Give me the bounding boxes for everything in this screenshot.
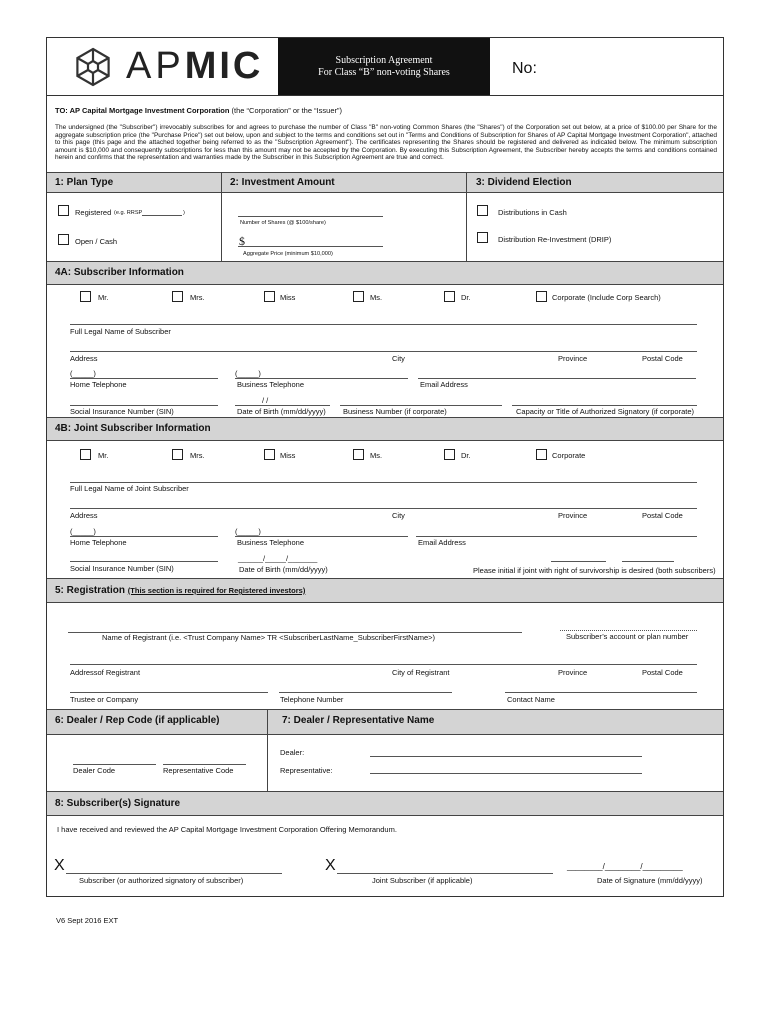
- 4b-initial-2-field[interactable]: [622, 561, 674, 562]
- 4b-mr-checkbox[interactable]: [80, 449, 91, 460]
- intro-paragraph: The undersigned (the "Subscriber") irrevocably subscribes for and agrees to purchase the number of Class "B" non-voting Common Shares (the "Shares") of the Corporation set out below, at a price of $100.00 per Share for the aggregate subscription price (the "Purchase Price") set out below, upon and subject to the terms and conditions set out in "Terms and Conditions of Subscription for Shares of AP Capital Mortgage Investment Corporation", attached to this page (this page and the attached together being referred to as the "Subscription Agreement"). The certificates representing the Shares should be registered and delivered as indicated below. The minimum subscription amount is $10,000 and consequently subscriptions for less than this amount may not be accepted by the Corporation. By executing this Subscription Agreement, the Subscriber hereby accepts the terms and conditions contained herein and confirms that the representation and warranties made by the Subscriber in this Subscription Agreement are true and correct.: [55, 124, 717, 162]
- section-4b-header: [47, 417, 723, 441]
- section-5-subtitle: (This section is required for Registered investors): [127, 586, 306, 595]
- 4b-initial-label: Please initial if joint with right of survivorship is desired (both subscribers): [473, 566, 716, 575]
- 4b-home-tel-field[interactable]: [70, 536, 218, 537]
- section-4b-title: 4B: Joint Subscriber Information: [55, 423, 211, 434]
- section-8-title: 8: Subscriber(s) Signature: [55, 798, 181, 809]
- dealer-code-label: Dealer Code: [73, 766, 116, 775]
- 4b-mrs-checkbox[interactable]: [172, 449, 183, 460]
- registrant-name-label: Name of Registrant (i.e. <Trust Company Name> TR <SubscriberLastName_SubscriberFirstName>): [102, 633, 436, 642]
- 4a-email-label: Email Address: [420, 380, 468, 389]
- dealer-label: Dealer:: [280, 748, 305, 757]
- registrant-postal-label: Postal Code: [642, 668, 683, 677]
- 4b-dob-label: Date of Birth (mm/dd/yyyy): [239, 565, 328, 574]
- registrant-address-field[interactable]: [70, 664, 697, 665]
- registrant-telephone-label: Telephone Number: [280, 695, 344, 704]
- 4a-dob-label: Date of Birth (mm/dd/yyyy): [237, 407, 326, 416]
- 4b-address-label: Address: [70, 511, 98, 520]
- registrant-telephone-field[interactable]: [279, 692, 452, 693]
- account-number-field[interactable]: [560, 630, 697, 631]
- registered-close: ): [183, 210, 185, 216]
- distributions-cash-label: Distributions in Cash: [498, 208, 567, 217]
- account-number-label: Subscriber’s account or plan number: [566, 632, 689, 641]
- 4b-email-field[interactable]: [416, 536, 697, 537]
- registered-checkbox[interactable]: [58, 205, 69, 216]
- section-1-3-header: [47, 172, 723, 193]
- 4a-business-paren: (_____): [235, 369, 261, 378]
- to-rest: (the “Corporation” or the “Issuer”): [229, 106, 343, 115]
- to-bold: TO: AP Capital Mortgage Investment Corporation: [55, 106, 230, 115]
- title-line-2: For Class “B” non-voting Shares: [318, 67, 450, 78]
- 4a-business-number-field[interactable]: [340, 405, 502, 406]
- 4a-business-tel-label: Business Telephone: [237, 380, 304, 389]
- trustee-field[interactable]: [70, 692, 268, 693]
- contact-name-field[interactable]: [505, 692, 697, 693]
- dividend-election-title: 3: Dividend Election: [476, 177, 572, 188]
- dealer-code-field[interactable]: [73, 764, 156, 765]
- rep-code-label: Representative Code: [163, 766, 234, 775]
- 4a-miss-label: Miss: [280, 293, 296, 302]
- 4b-miss-checkbox[interactable]: [264, 449, 275, 460]
- registrant-address-label: Addressof Registrant: [70, 668, 141, 677]
- 4b-email-label: Email Address: [418, 538, 466, 547]
- joint-signature-field[interactable]: [337, 873, 553, 874]
- logo-prefix: AP: [126, 45, 185, 87]
- header-divider: [47, 95, 723, 96]
- open-cash-label: Open / Cash: [75, 237, 118, 246]
- contact-name-label: Contact Name: [507, 695, 555, 704]
- 4a-mrs-checkbox[interactable]: [172, 291, 183, 302]
- dollar-sign: $: [239, 234, 245, 248]
- title-block: [278, 38, 490, 95]
- 4b-sin-field[interactable]: [70, 561, 218, 562]
- 4b-postal-label: Postal Code: [642, 511, 683, 520]
- 4a-mr-checkbox[interactable]: [80, 291, 91, 302]
- registered-type-field[interactable]: [142, 215, 182, 216]
- 4b-business-tel-field[interactable]: [235, 536, 408, 537]
- 4b-dr-label: Dr.: [461, 451, 471, 460]
- 4a-home-paren: (_____): [70, 369, 96, 378]
- section-8-header: [47, 791, 723, 816]
- section-4a-title: 4A: Subscriber Information: [55, 267, 184, 278]
- open-cash-checkbox[interactable]: [58, 234, 69, 245]
- plan-type-title: 1: Plan Type: [55, 177, 114, 188]
- subscriber-signature-field[interactable]: [66, 873, 282, 874]
- 4a-sin-label: Social Insurance Number (SIN): [70, 407, 174, 416]
- 4b-home-paren: (_____): [70, 527, 96, 536]
- joint-signature-label: Joint Subscriber (if applicable): [372, 876, 473, 885]
- drip-label: Distribution Re-Investment (DRIP): [498, 235, 612, 244]
- joint-x: X: [325, 857, 336, 874]
- 4a-mrs-label: Mrs.: [190, 293, 205, 302]
- 4b-full-name-field[interactable]: [70, 482, 697, 483]
- 4a-home-tel-label: Home Telephone: [70, 380, 127, 389]
- 4a-email-field[interactable]: [418, 378, 696, 379]
- registrant-city-label: City of Registrant: [392, 668, 450, 677]
- 4a-address-label: Address: [70, 354, 98, 363]
- 4a-business-tel-field[interactable]: [235, 378, 408, 379]
- 4a-address-field[interactable]: [70, 351, 697, 352]
- 4b-dob-fill: ______/_____/_______: [238, 554, 318, 563]
- version-footer: V6 Sept 2016 EXT: [56, 916, 119, 925]
- number-of-shares-label: Number of Shares (@ $100/share): [240, 220, 326, 226]
- 4a-mr-label: Mr.: [98, 293, 109, 302]
- 4a-capacity-field[interactable]: [512, 405, 697, 406]
- section-5-header: [47, 578, 723, 603]
- 4b-ms-checkbox[interactable]: [353, 449, 364, 460]
- 4a-full-name-field[interactable]: [70, 324, 697, 325]
- 4a-corporate-checkbox[interactable]: [536, 291, 547, 302]
- apmic-logo-icon: [72, 46, 114, 88]
- form-frame: [46, 37, 724, 897]
- registered-label: Registered: [75, 208, 112, 217]
- 4b-city-label: City: [392, 511, 405, 520]
- section-6-title: 6: Dealer / Rep Code (if applicable): [55, 715, 220, 726]
- 4b-province-label: Province: [558, 511, 588, 520]
- 4b-miss-label: Miss: [280, 451, 296, 460]
- section-4a-header: [47, 261, 723, 285]
- investment-amount-title: 2: Investment Amount: [230, 177, 335, 188]
- subscriber-x: X: [54, 857, 65, 874]
- drip-checkbox[interactable]: [477, 232, 488, 243]
- 4b-sin-label: Social Insurance Number (SIN): [70, 564, 174, 573]
- number-of-shares-field[interactable]: [238, 216, 383, 217]
- dealer-name-field[interactable]: [370, 756, 642, 757]
- 4a-dob-slashes: / /: [262, 396, 269, 405]
- subscriber-signature-label: Subscriber (or authorized signatory of subscriber): [79, 876, 244, 885]
- date-fill: ________/________/_________: [567, 862, 683, 871]
- 4a-sin-field[interactable]: [70, 405, 218, 406]
- title-line-1: Subscription Agreement: [335, 55, 433, 66]
- 4b-corporate-checkbox[interactable]: [536, 449, 547, 460]
- section-7-title: 7: Dealer / Representative Name: [282, 715, 435, 726]
- 4b-mr-label: Mr.: [98, 451, 109, 460]
- representative-label: Representative:: [280, 766, 333, 775]
- registrant-province-label: Province: [558, 668, 588, 677]
- 4a-dob-field[interactable]: [235, 405, 330, 406]
- 4b-address-field[interactable]: [70, 508, 697, 509]
- date-signature-label: Date of Signature (mm/dd/yyyy): [597, 876, 703, 885]
- 4b-mrs-label: Mrs.: [190, 451, 205, 460]
- distributions-cash-checkbox[interactable]: [477, 205, 488, 216]
- 4a-full-name-label: Full Legal Name of Subscriber: [70, 327, 171, 336]
- 4b-business-paren: (_____): [235, 527, 261, 536]
- aggregate-price-field[interactable]: [238, 246, 383, 247]
- 4b-corporate-label: Corporate: [552, 451, 586, 460]
- 4a-home-tel-field[interactable]: [70, 378, 218, 379]
- 4a-ms-label: Ms.: [370, 293, 383, 302]
- 4a-city-label: City: [392, 354, 405, 363]
- to-line: [55, 106, 342, 115]
- trustee-label: Trustee or Company: [70, 695, 139, 704]
- logo-suffix: MIC: [184, 45, 264, 87]
- 4a-province-label: Province: [558, 354, 588, 363]
- 4a-postal-label: Postal Code: [642, 354, 683, 363]
- logo-wordmark: [126, 46, 263, 86]
- aggregate-price-label: Aggregate Price (minimum $10,000): [243, 251, 333, 257]
- 4a-dr-label: Dr.: [461, 293, 471, 302]
- 4a-miss-checkbox[interactable]: [264, 291, 275, 302]
- 4b-dr-checkbox[interactable]: [444, 449, 455, 460]
- 4b-home-tel-label: Home Telephone: [70, 538, 127, 547]
- 4a-ms-checkbox[interactable]: [353, 291, 364, 302]
- 4a-business-number-label: Business Number (if corporate): [343, 407, 447, 416]
- rep-code-field[interactable]: [163, 764, 246, 765]
- 4b-business-tel-label: Business Telephone: [237, 538, 304, 547]
- 4a-corporate-label: Corporate (Include Corp Search): [552, 293, 661, 302]
- registered-hint: (e.g. RRSP: [114, 210, 143, 216]
- representative-name-field[interactable]: [370, 773, 642, 774]
- 4a-dr-checkbox[interactable]: [444, 291, 455, 302]
- 4b-initial-1-field[interactable]: [551, 561, 606, 562]
- 4b-ms-label: Ms.: [370, 451, 383, 460]
- section-5-title: 5: Registration: [55, 585, 126, 596]
- no-label: No:: [512, 60, 537, 77]
- 4a-capacity-label: Capacity or Title of Authorized Signatory (if corporate): [516, 407, 695, 416]
- 4b-full-name-label: Full Legal Name of Joint Subscriber: [70, 484, 189, 493]
- received-statement: I have received and reviewed the AP Capital Mortgage Investment Corporation Offering Memorandum.: [57, 825, 397, 834]
